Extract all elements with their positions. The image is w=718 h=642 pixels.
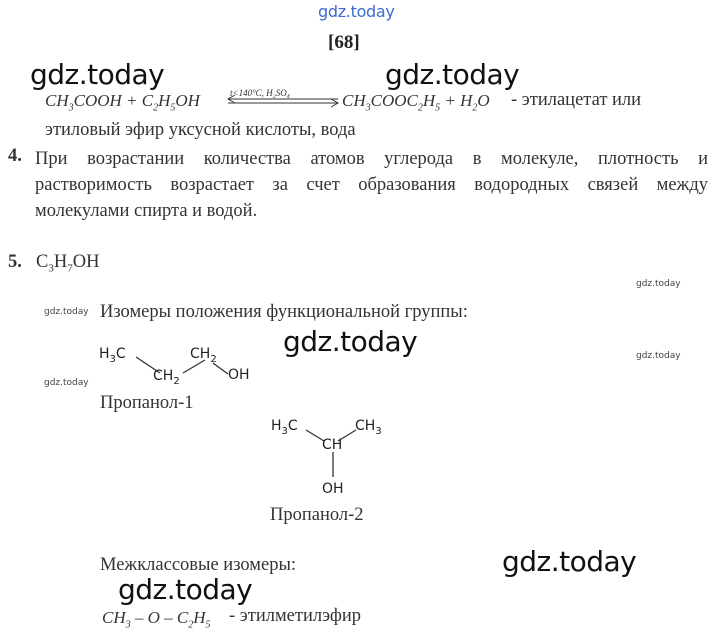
watermark-small-1: gdz.today: [636, 279, 681, 289]
propanol1-h3c: $H_3C$: [99, 346, 126, 365]
watermark-lower-left: gdz.today: [118, 573, 253, 606]
item-5-number: 5.: [8, 252, 22, 272]
reaction-lhs: $CH_3COOH + C_2H_5OH$: [45, 91, 200, 114]
propanol1-name: Пропанол-1: [100, 393, 194, 413]
ether-name: - этилметилэфир: [229, 606, 362, 626]
propanol2-ch3: $CH_3$: [355, 418, 382, 437]
interclass-isomers-label: Межклассовые изомеры:: [100, 555, 297, 575]
reaction-conditions: t<140°C, H₂SO₄: [230, 88, 290, 98]
arrow-stroke: [331, 99, 338, 107]
watermark-small-3: gdz.today: [636, 351, 681, 361]
item-4-text: При возрастании количества атомов углерода в молекуле, плотность и растворимость возрастает за счет образования водородных связей между молекулами спирта и водой.: [35, 149, 708, 221]
reaction-names-line1: - этилацетат или: [511, 90, 642, 110]
item-4-number: 4.: [8, 146, 22, 166]
watermark-small-4: gdz.today: [44, 378, 89, 388]
watermark-right: gdz.today: [385, 58, 520, 91]
propanol2-name: Пропанол-2: [270, 505, 364, 525]
reaction-rhs: $CH_3COOC_2H_5 + H_2O$: [342, 91, 490, 114]
watermark-top: gdz.today: [318, 2, 395, 21]
propanol1-ch2-bottom: $CH_2$: [153, 368, 180, 387]
watermark-small-2: gdz.today: [44, 307, 89, 317]
watermark-left: gdz.today: [30, 58, 165, 91]
position-isomers-label: Изомеры положения функциональной группы:: [100, 302, 468, 322]
item-5-formula: $C_3H_7OH$: [36, 252, 100, 275]
propanol1-ch2-top: $CH_2$: [190, 346, 217, 365]
propanol1-oh: OH: [228, 367, 250, 383]
page-number: [68]: [328, 32, 360, 53]
reaction-names-line2: этиловый эфир уксусной кислоты, вода: [45, 120, 356, 140]
propanol2-oh: OH: [322, 481, 344, 497]
watermark-middle: gdz.today: [283, 325, 418, 358]
watermark-lower-right: gdz.today: [502, 545, 637, 578]
propanol2-h3c: $H_3C$: [271, 418, 298, 437]
propanol2-ch: CH: [322, 437, 343, 453]
ether-formula: $CH_3$ – O – $C_2H_5$: [102, 608, 211, 631]
